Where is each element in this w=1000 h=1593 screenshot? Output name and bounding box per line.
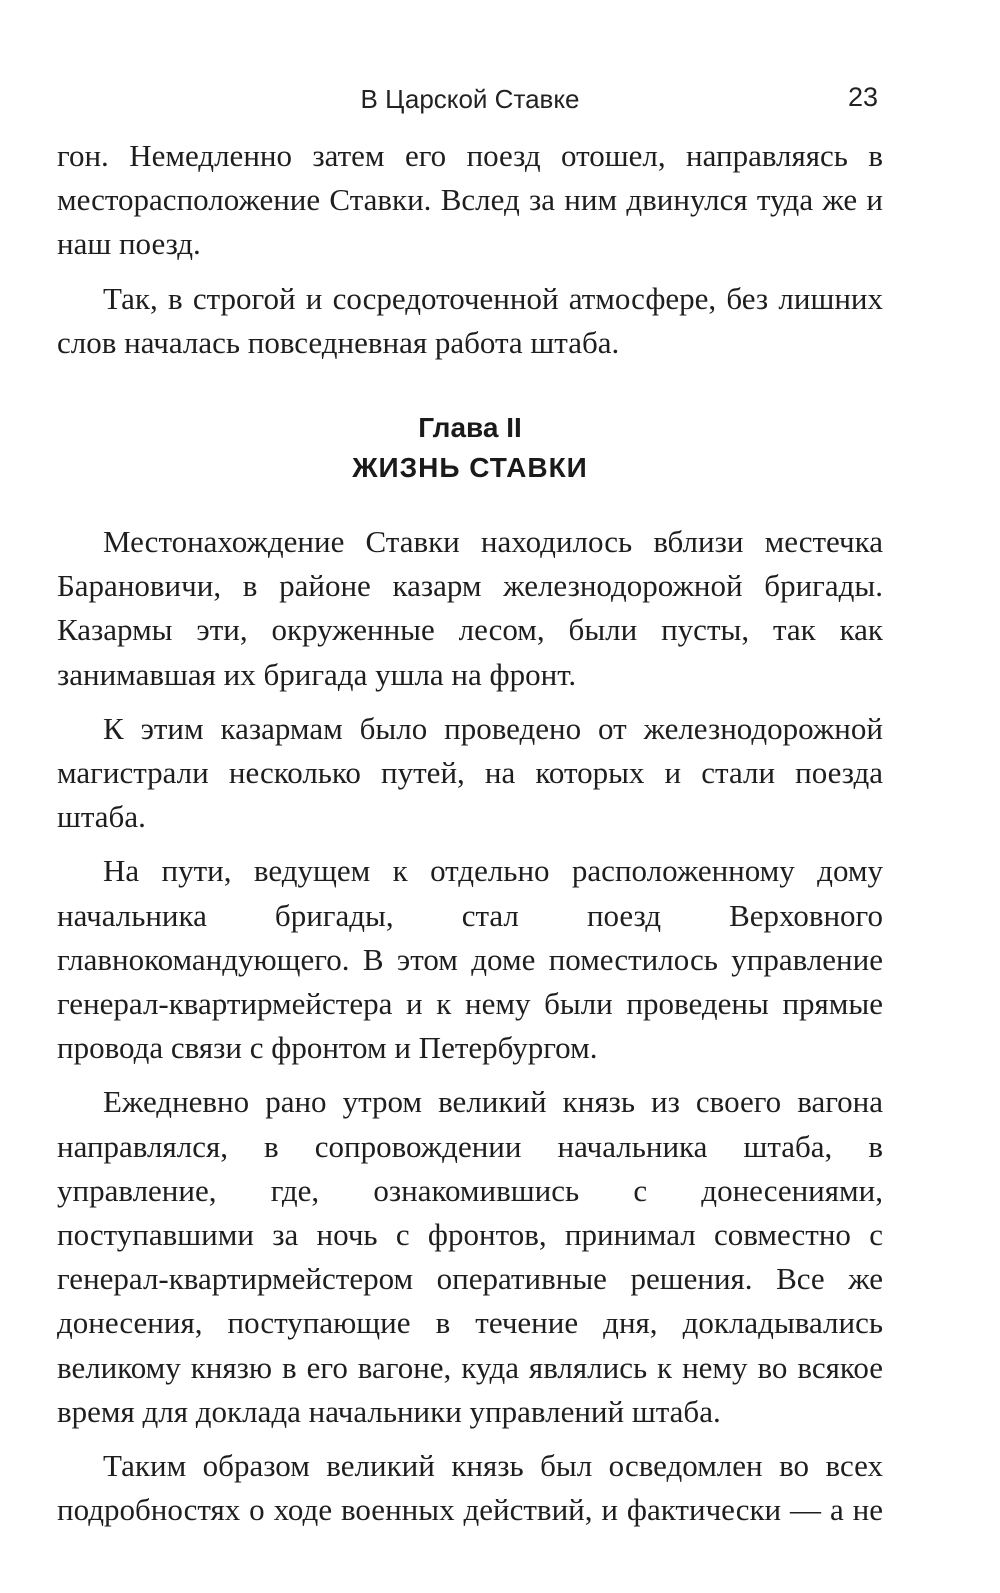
running-header	[0, 80, 1000, 120]
page-number: 23	[847, 82, 878, 112]
chapter-heading	[57, 408, 883, 488]
paragraph: Местонахождение Ставки находилось вблизи местечка Барановичи, в районе казарм железнодорожной бригады. Казармы эти, окруженные лесом, были пусты, так как занимавшая их бригада ушла на фронт.	[57, 524, 883, 692]
body-text	[57, 134, 883, 1532]
chapter-title: ЖИЗНЬ СТАВКИ	[352, 452, 588, 484]
running-title: В Царской Ставке	[360, 84, 580, 114]
paragraph: Так, в строгой и сосредоточенной атмосфере, без лишних слов началась повседневная работа штаба.	[57, 280, 883, 360]
paragraph: К этим казармам было проведено от железнодорожной магистрали несколько путей, на которых и стали поезда штаба.	[57, 710, 883, 835]
paragraph: Ежедневно рано утром великий князь из своего вагона направлялся, в сопровождении начальника штаба, в управление, где, ознакомившись с донесениями, поступавшими за ночь с фронтов, принимал совместно с генерал-квартирмейстером оперативные решения. Все же донесения, поступающие в течение дня, докладывались великому князю в его вагоне, куда являлись к нему во всякое время для доклада начальники управлений штаба.	[57, 1084, 883, 1429]
chapter-number: Глава II	[418, 412, 522, 444]
paragraph-continued: гон. Немедленно затем его поезд отошел, направляясь в месторасположение Ставки. Вслед за ним двинулся туда же и наш поезд.	[57, 138, 883, 262]
paragraph-truncated: Таким образом великий князь был осведомлен во всех подробностях о ходе военных действий, и фактически — а не	[57, 1448, 883, 1528]
paragraph: На пути, ведущем к отдельно расположенному дому начальника бригады, стал поезд Верховного главнокомандующего. В этом доме поместилось управление генерал-квартирмейстера и к нему были проведены прямые провода связи с фронтом и Петербургом.	[57, 853, 883, 1066]
